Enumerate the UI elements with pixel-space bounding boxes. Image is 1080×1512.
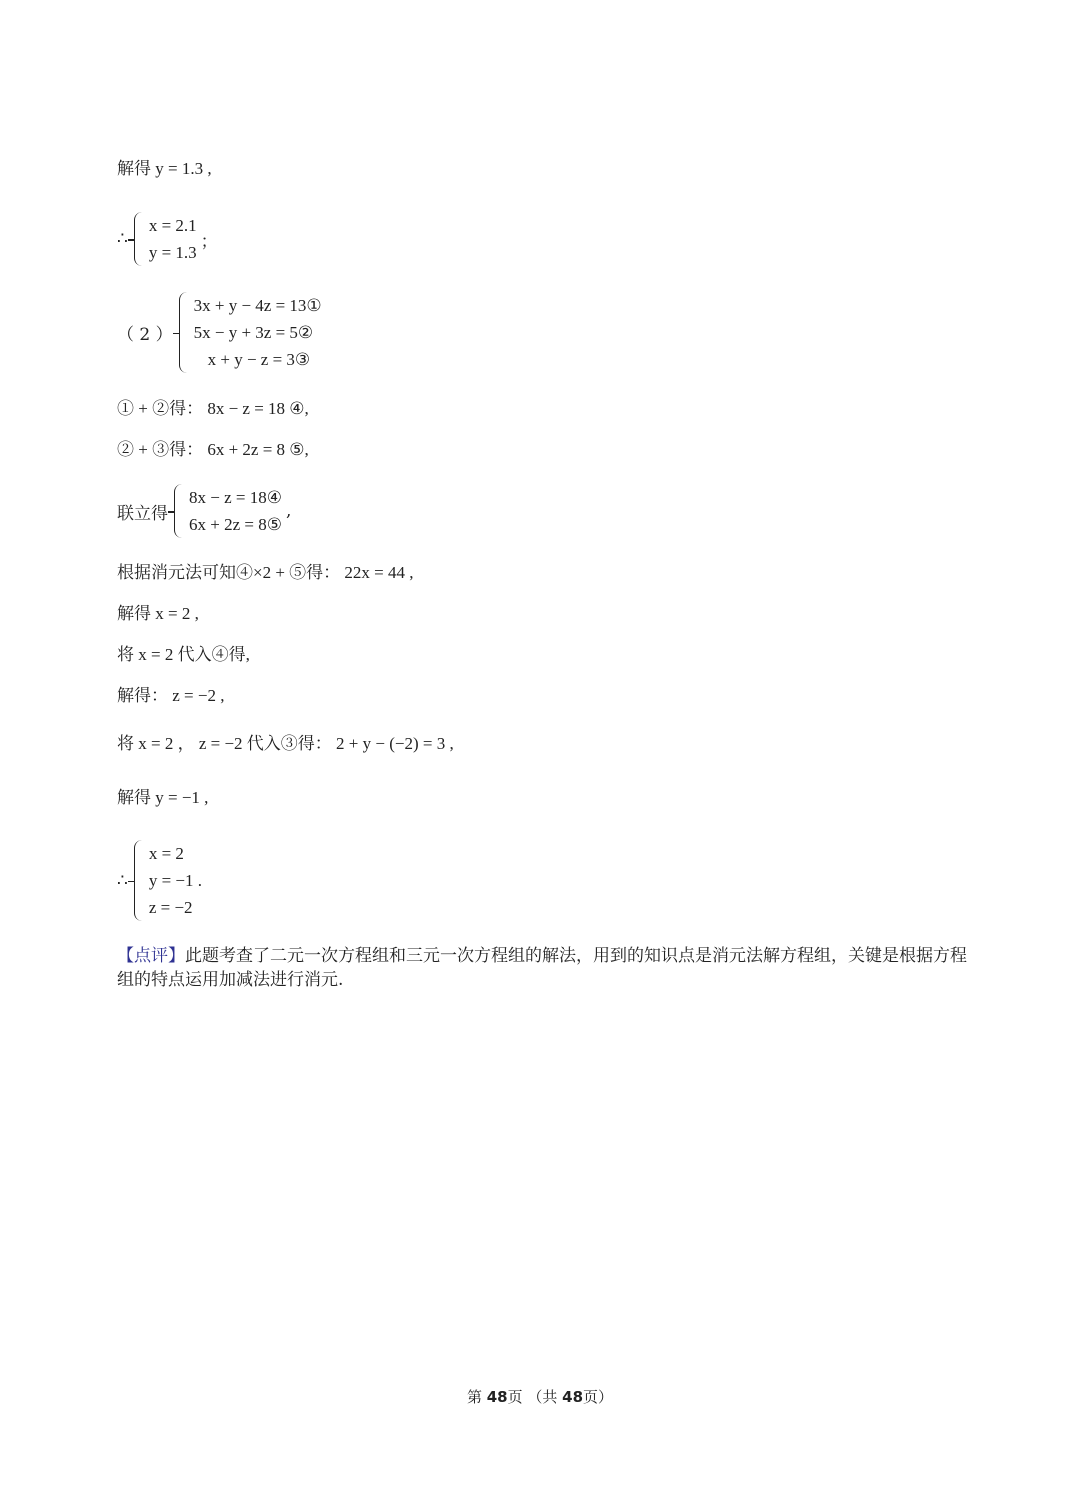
solution-line: 将 x = 2 ， z = −2 代入③得： 2 + y − (−2) = 3 , bbox=[117, 734, 454, 753]
equation: 6x + 2z = 8⑤ bbox=[189, 515, 282, 534]
equation: x + y − z = 3③ bbox=[207, 350, 311, 369]
total-pages: 48 bbox=[562, 1388, 584, 1406]
equation: 8x − z = 18④ bbox=[189, 488, 282, 507]
page-footer bbox=[0, 1386, 1080, 1407]
solution-line: 解得 y = 1.3 , bbox=[117, 159, 212, 178]
comment-paragraph bbox=[117, 944, 967, 992]
equation: 3x + y − 4z = 13① bbox=[193, 296, 322, 315]
solution-line: ① + ②得： 8x − z = 18 ④, bbox=[117, 399, 309, 418]
equation-rows bbox=[149, 212, 197, 266]
problem-number: （ 2 ） bbox=[117, 325, 173, 345]
solution-line: 解得 x = 2 , bbox=[117, 604, 199, 623]
equation-system-3 bbox=[117, 484, 291, 538]
footer-suffix: 页） bbox=[583, 1388, 614, 1406]
solution-line: ② + ③得： 6x + 2z = 8 ⑤, bbox=[117, 440, 309, 459]
punctuation: ； bbox=[200, 231, 218, 252]
comment-text: 此题考查了二元一次方程组和三元一次方程组的解法，用到的知识点是消元法解方程组，关键是根据方程组的特点运用加减法进行消元. bbox=[117, 946, 967, 990]
footer-mid: 页 （共 bbox=[507, 1388, 563, 1406]
brace bbox=[134, 212, 145, 266]
equation: x = 2.1 bbox=[148, 216, 197, 235]
brace bbox=[134, 840, 145, 921]
therefore-symbol: ∴ bbox=[117, 870, 128, 891]
brace bbox=[179, 292, 190, 373]
solution-line: 根据消元法可知④×2 + ⑤得： 22x = 44 , bbox=[117, 563, 414, 582]
therefore-symbol: ∴ bbox=[117, 229, 128, 249]
punctuation: , bbox=[285, 501, 292, 521]
solution-line: 解得 y = −1 , bbox=[117, 788, 209, 807]
brace bbox=[174, 484, 185, 538]
solution-line: 解得： z = −2 , bbox=[117, 686, 225, 705]
footer-prefix: 第 bbox=[466, 1388, 482, 1406]
equation: y = −1 . bbox=[148, 871, 203, 890]
page-number: 48 bbox=[486, 1388, 508, 1406]
equation-rows bbox=[189, 484, 282, 538]
equation: z = −2 bbox=[148, 898, 193, 917]
equation-rows bbox=[149, 840, 202, 921]
combine-label: 联立得 bbox=[117, 503, 168, 524]
equation: x = 2 bbox=[148, 844, 184, 863]
equation-rows bbox=[194, 292, 322, 373]
solution-line: 将 x = 2 代入④得, bbox=[117, 645, 250, 664]
comment-tag: 【点评】 bbox=[117, 946, 185, 966]
equation-system-4 bbox=[117, 840, 202, 921]
equation-system-2 bbox=[117, 292, 322, 373]
equation-system-1 bbox=[117, 212, 218, 266]
equation: 5x − y + 3z = 5② bbox=[193, 323, 314, 342]
equation: y = 1.3 bbox=[148, 243, 197, 262]
